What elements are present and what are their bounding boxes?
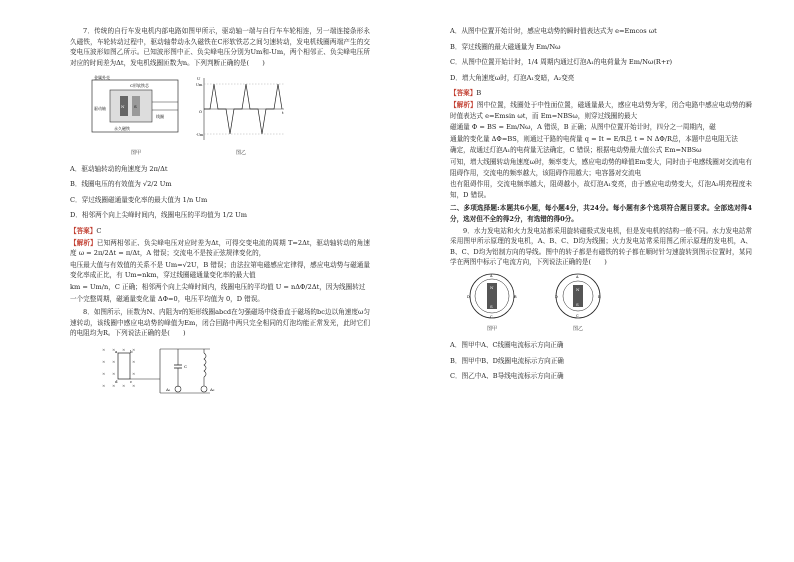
label-capacitor: C — [184, 363, 188, 369]
jia-c: C — [490, 314, 493, 319]
q7-analysis-3: km = Um/n，C 正确；相邻两个向上尖峰时间内，线圈电压的平均值 U = nΔΦ/2Δt，因为线圈转过 — [70, 282, 366, 291]
q7-figure-jia — [90, 74, 182, 158]
svg-text:×: × — [112, 358, 116, 364]
yi-b: B — [598, 294, 601, 299]
label-core: C形软铁芯 — [130, 83, 150, 89]
axis-o: O — [199, 110, 202, 115]
jia-s: S — [490, 303, 493, 309]
label-magnet: 永久磁铁 — [114, 126, 130, 132]
analysis-text: 已知两相邻正、负尖峰电压对应时差为Δt，可得交变电流的周期 T=2Δt，驱动轴转动的角速度 ω = 2π/2Δt = π/Δt，A 错误；交流电不是按正弦规律变化的， — [70, 238, 370, 258]
axis-u: U — [197, 76, 201, 82]
q8-analysis-4: 确定，故通过灯泡A₁的电荷量无法确定，C 错误；根据电动势最大值公式 Em=NBSω — [450, 146, 702, 155]
label-a2: A₂ — [210, 386, 215, 392]
yi-a: A — [576, 274, 579, 279]
caption-yi: 图乙 — [235, 149, 246, 156]
q7-figures — [90, 74, 370, 158]
jia-a: A — [490, 273, 493, 278]
yi-d: D — [555, 294, 558, 299]
label-a1: A₁ — [166, 386, 171, 392]
label-s: S — [134, 104, 137, 110]
analysis-tag: 【解析】 — [70, 238, 97, 247]
svg-text:×: × — [102, 382, 106, 388]
q8-figure — [100, 343, 370, 403]
label-c: c — [130, 378, 133, 384]
label-a: a — [115, 348, 118, 354]
label-shell: 金属外壳 — [94, 75, 110, 81]
left-column — [70, 26, 370, 402]
axis-um: Um — [196, 83, 203, 88]
q8-option-d: D．增大角速度ω时，灯泡A₁变暗，A₂变亮 — [450, 73, 575, 82]
q7-analysis-1 — [70, 238, 370, 259]
q7-stem: 7．传统的自行车发电机内部电路如图甲所示，驱动轴一端与自行车车轮相连，另一端连接条形永久磁铁，车轮转动过程中，驱动轴带动永久磁铁在C形软铁芯之间匀速转动，发电机线圈两端产生的交变电压波形如图乙所示。已知波形图中正、负尖峰电压分别为Um和-Um，两个相邻正、负尖峰电压所对应的时间差为Δt，发电机线圈匝数为n。下列判断正确的是( ) — [70, 27, 370, 67]
q8-analysis-3: 通量的变化量 ΔΦ=BS，则通过干路的电荷量 q = It = E/R总 t = N ΔΦ/R总，本题中总电阻无法 — [450, 134, 738, 143]
caption-jia: 图甲 — [130, 149, 141, 156]
svg-text:×: × — [112, 382, 116, 388]
q9-figures — [460, 271, 752, 335]
q7-analysis-2: 电压最大值与有效值的关系不是 Um=√2U，B 错误；由法拉第电磁感应定律得，感应电动势与磁通量变化率成正比，有 Um=nkm，穿过线圈磁通量变化率的最大值 — [70, 260, 370, 280]
q8-stem: 8．如图所示，匝数为N、内阻为r的矩形线圈abcd在匀强磁场中绕垂直于磁场的bc边以角速度ω匀速转动，该线圈中感应电动势的峰值为Em，闭合回路中两只完全相同的灯泡均能正常发光，此时它们的电阻均为R。下列说法正确的是( ) — [70, 308, 370, 338]
svg-text:×: × — [122, 382, 126, 388]
label-coil: 线圈 — [156, 114, 164, 120]
q7-option-a: A．驱动轴转动的角速度为 2π/Δt — [70, 164, 168, 173]
q7-option-b: B．线圈电压的有效值为 √2/2 Um — [70, 180, 172, 189]
q7-option-d: D．相邻两个向上尖峰时间内，线圈电压的平均值为 1/2 Um — [70, 211, 247, 220]
q9-option-c: C．图乙中A、B导线电流标示方向正确 — [450, 372, 564, 381]
q9-caption-yi: 图乙 — [572, 326, 583, 333]
svg-text:×: × — [102, 358, 106, 364]
yi-c: C — [576, 313, 579, 318]
q8-answer — [450, 88, 752, 99]
label-axle: 驱动轴 — [94, 106, 106, 112]
q9-caption-jia: 图甲 — [486, 326, 497, 333]
axis-neg-um: -Um — [196, 133, 204, 138]
svg-text:×: × — [132, 358, 136, 364]
svg-text:×: × — [102, 370, 106, 376]
q8-option-b: B．穿过线圈的最大磁通量为 Em/Nω — [450, 42, 561, 51]
label-d: d — [115, 378, 118, 384]
q9-figure-jia — [460, 271, 524, 335]
svg-text:×: × — [122, 346, 126, 352]
analysis-text: 图中位置，线圈处于中性面位置，磁通量最大，感应电动势为零，闭合电路中感应电动势的瞬时值表达式 e=Emsin ωt，而 Em=NBSω，则穿过线圈的最大 — [450, 100, 753, 120]
svg-text:×: × — [102, 346, 106, 352]
q8-option-a: A．从图中位置开始计时，感应电动势的瞬时值表达式为 e=Emcos ωt — [450, 27, 657, 35]
yi-s: S — [576, 301, 579, 307]
jia-d: D — [467, 294, 470, 299]
yi-n: N — [576, 286, 580, 292]
jia-b: B — [514, 294, 517, 299]
q7-answer — [70, 226, 370, 237]
q8-analysis-5: 可知，增大线圈转动角速度ω时，频率变大，感应电动势的峰值Em变大，同时由于电感线圈对交流电有阻碍作用，交流电的频率越大，该阻碍作用越大；电容器对交流电 — [450, 157, 752, 177]
analysis-tag: 【解析】 — [450, 100, 477, 109]
q8-option-c: C．从图中位置开始计时，1/4 周期内通过灯泡A₁的电荷量为 Em/Nω(R+r) — [450, 58, 673, 67]
voltage-waveform — [196, 74, 286, 144]
answer-value: B — [476, 89, 482, 98]
answer-tag: 【答案】 — [450, 89, 477, 98]
q7-analysis-4: 一个完整周期，磁通量变化量 ΔΦ=0，电压平均值为 0，D 错误。 — [70, 294, 264, 303]
axis-t: t — [282, 110, 284, 116]
svg-text:×: × — [132, 382, 136, 388]
coil-circuit-diagram — [100, 343, 220, 399]
q9-option-b: B．图甲中B、D线圈电流标示方向正确 — [450, 356, 564, 365]
q7-figure-yi — [196, 74, 286, 158]
label-n: N — [121, 104, 125, 110]
section-heading: 二、多项选择题:本题共6小题，每小题4分，共24分。每小题有多个选项符合题目要求。全部选对得4分，选对但不全的得2分，有选错的得0分。 — [450, 204, 752, 223]
q9-option-a: A．图甲中A、C线圈电流标示方向正确 — [450, 341, 564, 350]
answer-tag: 【答案】 — [70, 226, 97, 235]
q9-figure-yi — [546, 271, 610, 335]
generator-diagram — [90, 74, 182, 144]
jia-n: N — [490, 284, 494, 290]
q9-stem: 9．水力发电站和火力发电站都采用旋转磁极式发电机，但是发电机的结构一般不同。水力发电站常采用图甲所示原理的发电机，A、B、C、D均为线圈；火力发电站常采用图乙所示原理的发电机，A、B、C、D均为铝制方向的导线。图中的转子都是有磁铁的转子都在顺时针匀速旋转到图示位置时，某同学在两图中标示了电流方向，下列说法正确的是( ) — [450, 226, 752, 267]
svg-text:×: × — [132, 370, 136, 376]
q8-analysis-2: 磁通量 Φ = BS = Em/Nω，A 错误，B 正确；从图中位置开始计时，四分之一周期内，磁 — [450, 123, 716, 132]
hydro-generator-diagram — [460, 271, 524, 321]
q8-analysis-1 — [450, 100, 752, 121]
svg-text:×: × — [132, 346, 136, 352]
label-b: b — [130, 348, 133, 354]
right-column — [450, 26, 752, 387]
svg-text:×: × — [112, 346, 116, 352]
q7-option-c: C．穿过线圈磁通量变化率的最大值为 1/n Um — [70, 195, 208, 204]
thermal-generator-diagram — [546, 271, 610, 321]
svg-text:×: × — [112, 370, 116, 376]
q8-analysis-6: 也有阻碍作用，交流电频率越大，阻碍越小，故灯泡A₁变亮，由于感应电动势变大，灯泡A₂明亮程度未知，D 错误。 — [450, 180, 752, 199]
answer-value: C — [96, 226, 102, 235]
